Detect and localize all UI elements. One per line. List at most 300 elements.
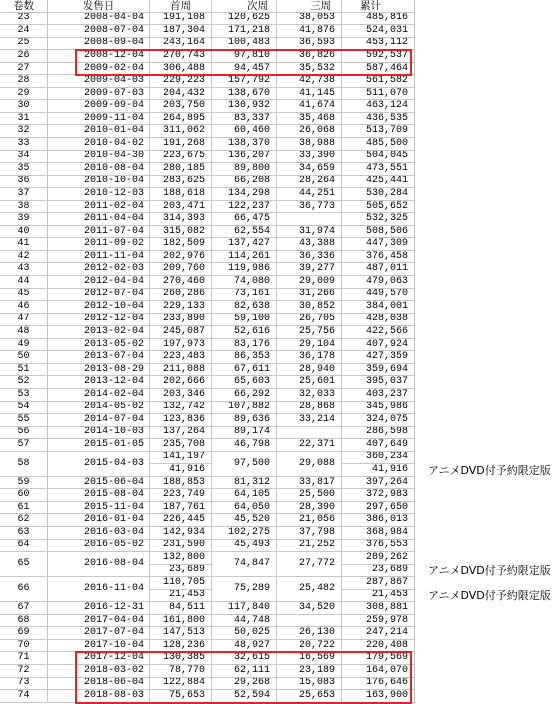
second-week-cell: 52,616 [212,326,277,339]
cumulative-cell: 403,237 [342,389,415,402]
cumulative-cell: 453,112 [342,38,415,51]
cumulative-cell: 508,506 [342,226,415,239]
second-week-cell: 60,460 [212,125,277,138]
second-week-cell: 75,289 [212,577,277,602]
volume-cell: 55 [0,414,48,427]
first-week-cell: 226,445 [150,514,212,527]
second-week-cell: 114,261 [212,251,277,264]
third-week-cell: 25,482 [277,577,342,602]
cumulative-cell: 21,453 [342,590,415,603]
second-week-cell: 59,100 [212,314,277,327]
volume-cell: 61 [0,502,48,515]
table-row [0,226,559,239]
second-week-cell: 86,353 [212,351,277,364]
first-week-cell: 128,236 [150,640,212,653]
cumulative-cell: 23,689 [342,565,415,578]
cumulative-cell: 425,441 [342,176,415,189]
cumulative-cell: 504,045 [342,151,415,164]
cumulative-cell: 463,124 [342,100,415,113]
second-week-cell: 62,554 [212,226,277,239]
second-week-cell: 89,174 [212,427,277,440]
first-week-cell: 203,750 [150,100,212,113]
second-week-cell: 134,298 [212,188,277,201]
volume-cell: 39 [0,213,48,226]
first-week-cell: 243,164 [150,38,212,51]
table-row [0,364,559,377]
second-week-cell: 45,493 [212,540,277,553]
second-week-cell: 64,105 [212,489,277,502]
cumulative-cell: 422,566 [342,326,415,339]
volume-cell: 44 [0,276,48,289]
cumulative-cell: 397,264 [342,477,415,490]
third-week-cell: 16,569 [277,652,342,665]
release-date-cell: 2016-11-04 [48,577,150,602]
release-date-cell: 2014-02-04 [48,389,150,402]
second-week-cell: 120,625 [212,13,277,26]
first-week-cell: 311,062 [150,125,212,138]
release-date-cell: 2009-09-04 [48,100,150,113]
release-date-cell: 2011-09-02 [48,238,150,251]
second-week-cell: 137,427 [212,238,277,251]
release-date-cell: 2012-12-04 [48,314,150,327]
third-week-cell: 26,705 [277,314,342,327]
release-date-cell: 2009-04-03 [48,75,150,88]
second-week-cell: 73,161 [212,289,277,302]
third-week-cell: 15,083 [277,678,342,691]
release-date-cell: 2012-07-04 [48,289,150,302]
volume-cell: 60 [0,489,48,502]
first-week-cell: 161,800 [150,615,212,628]
third-week-cell: 22,371 [277,439,342,452]
third-week-cell: 31,974 [277,226,342,239]
table-row [0,88,559,101]
second-week-cell: 29,268 [212,678,277,691]
second-week-cell: 74,847 [212,552,277,577]
volume-cell: 36 [0,176,48,189]
third-week-cell: 25,500 [277,489,342,502]
volume-cell: 50 [0,351,48,364]
table-row [0,602,559,615]
second-week-cell: 81,312 [212,477,277,490]
release-date-cell: 2010-10-04 [48,176,150,189]
release-date-cell: 2011-02-04 [48,201,150,214]
table-row [0,427,559,440]
volume-cell: 33 [0,138,48,151]
third-week-cell: 41,145 [277,88,342,101]
table-row [0,151,559,164]
second-week-cell: 100,483 [212,38,277,51]
second-week-cell: 107,882 [212,402,277,415]
volume-cell: 69 [0,627,48,640]
first-week-cell: 203,346 [150,389,212,402]
table-row [0,113,559,126]
table-row [0,213,559,226]
release-date-cell: 2017-10-04 [48,640,150,653]
cumulative-cell: 395,037 [342,376,415,389]
cumulative-cell: 376,553 [342,540,415,553]
release-date-cell: 2018-03-02 [48,665,150,678]
volume-cell: 26 [0,50,48,63]
second-week-cell: 136,207 [212,151,277,164]
cumulative-cell: 359,694 [342,364,415,377]
cumulative-cell: 360,234 [342,452,415,465]
table-row [0,163,559,176]
first-week-cell: 132,742 [150,402,212,415]
volume-cell: 74 [0,690,48,703]
third-week-cell: 28,940 [277,364,342,377]
first-week-cell: 75,653 [150,690,212,703]
volume-cell: 29 [0,88,48,101]
volume-cell: 30 [0,100,48,113]
first-week-cell: 197,973 [150,339,212,352]
first-week-cell: 229,133 [150,301,212,314]
first-week-cell: 260,286 [150,289,212,302]
release-date-cell: 2010-12-03 [48,188,150,201]
third-week-cell: 39,277 [277,263,342,276]
second-week-cell: 62,111 [212,665,277,678]
first-week-cell: 211,088 [150,364,212,377]
first-week-cell: 21,453 [150,590,212,603]
second-week-cell: 32,615 [212,652,277,665]
first-week-cell: 270,460 [150,276,212,289]
second-week-cell: 46,798 [212,439,277,452]
second-week-cell: 171,218 [212,25,277,38]
table-row [0,514,559,527]
table-row [0,627,559,640]
table-row [0,402,559,415]
release-date-cell: 2015-08-04 [48,489,150,502]
first-week-cell: 122,884 [150,678,212,691]
cumulative-cell: 286,598 [342,427,415,440]
cumulative-cell: 372,983 [342,489,415,502]
table-row [0,527,559,540]
first-week-cell: 314,393 [150,213,212,226]
cumulative-cell: 587,464 [342,63,415,76]
first-week-cell: 223,483 [150,351,212,364]
second-week-cell: 82,638 [212,301,277,314]
table-row [0,201,559,214]
table-row [0,63,559,76]
third-week-cell: 27,772 [277,552,342,577]
third-week-cell: 20,722 [277,640,342,653]
release-date-cell: 2010-04-02 [48,138,150,151]
volume-cell: 53 [0,389,48,402]
second-week-cell: 48,927 [212,640,277,653]
table-row [0,75,559,88]
cumulative-cell: 376,458 [342,251,415,264]
volume-cell: 32 [0,125,48,138]
first-week-cell: 142,934 [150,527,212,540]
table-row [0,652,559,665]
volume-cell: 68 [0,615,48,628]
volume-cell: 31 [0,113,48,126]
volume-cell: 56 [0,427,48,440]
release-date-cell: 2010-04-30 [48,151,150,164]
volume-cell: 24 [0,25,48,38]
edition-note: アニメDVD付予約限定版 [428,564,551,578]
release-date-cell: 2016-08-04 [48,552,150,577]
third-week-cell: 29,009 [277,276,342,289]
edition-note: アニメDVD付予約限定版 [428,464,551,477]
volume-cell: 59 [0,477,48,490]
release-date-cell: 2016-03-04 [48,527,150,540]
table-row [0,376,559,389]
cumulative-cell: 407,649 [342,439,415,452]
release-date-cell: 2013-08-29 [48,364,150,377]
cumulative-cell: 220,408 [342,640,415,653]
table-row [0,552,559,577]
third-week-cell: 29,088 [277,452,342,477]
first-week-cell: 270,743 [150,50,212,63]
third-week-cell: 37,798 [277,527,342,540]
second-week-cell: 65,603 [212,376,277,389]
second-week-cell: 52,594 [212,690,277,703]
column-header-first-week: 首周 [150,0,212,13]
table-row [0,351,559,364]
third-week-cell [277,427,342,440]
third-week-cell: 21,056 [277,514,342,527]
release-date-cell: 2012-02-03 [48,263,150,276]
first-week-cell: 306,488 [150,63,212,76]
third-week-cell: 34,520 [277,602,342,615]
second-week-cell: 138,670 [212,88,277,101]
second-week-cell: 94,457 [212,63,277,76]
table-row [0,50,559,63]
volume-cell: 23 [0,13,48,26]
first-week-cell: 132,800 [150,552,212,565]
cumulative-cell: 511,070 [342,88,415,101]
first-week-cell: 187,761 [150,502,212,515]
third-week-cell: 28,390 [277,502,342,515]
cumulative-cell: 524,031 [342,25,415,38]
third-week-cell: 35,532 [277,63,342,76]
release-date-cell: 2008-12-04 [48,50,150,63]
table-row [0,176,559,189]
cumulative-cell: 259,978 [342,615,415,628]
cumulative-cell: 179,569 [342,652,415,665]
release-date-cell: 2013-02-04 [48,326,150,339]
table-row [0,326,559,339]
third-week-cell: 26,068 [277,125,342,138]
cumulative-cell: 447,309 [342,238,415,251]
volume-cell: 64 [0,540,48,553]
cumulative-cell: 176,646 [342,678,415,691]
third-week-cell: 36,336 [277,251,342,264]
table-row [0,276,559,289]
table-row [0,238,559,251]
edition-note: アニメDVD付予約限定版 [428,589,551,603]
third-week-cell: 23,189 [277,665,342,678]
release-date-cell: 2013-12-04 [48,376,150,389]
release-date-cell: 2017-07-04 [48,627,150,640]
table-row [0,13,559,26]
volume-cell: 70 [0,640,48,653]
cumulative-cell: 479,063 [342,276,415,289]
volume-cell: 45 [0,289,48,302]
second-week-cell: 83,337 [212,113,277,126]
first-week-cell: 223,749 [150,489,212,502]
table-row [0,640,559,653]
table-row [0,477,559,490]
table-row [0,577,559,602]
third-week-cell: 36,826 [277,50,342,63]
first-week-cell: 280,185 [150,163,212,176]
third-week-cell: 36,178 [277,351,342,364]
release-date-cell: 2009-02-04 [48,63,150,76]
third-week-cell: 29,104 [277,339,342,352]
third-week-cell: 26,130 [277,627,342,640]
first-week-cell: 191,108 [150,13,212,26]
first-week-cell: 245,087 [150,326,212,339]
second-week-cell: 66,475 [212,213,277,226]
volume-cell: 28 [0,75,48,88]
cumulative-cell: 289,262 [342,552,415,565]
first-week-cell: 235,708 [150,439,212,452]
cumulative-cell: 561,582 [342,75,415,88]
volume-cell: 41 [0,238,48,251]
volume-cell: 67 [0,602,48,615]
release-date-cell: 2011-11-04 [48,251,150,264]
volume-cell: 51 [0,364,48,377]
release-date-cell: 2017-12-04 [48,652,150,665]
release-date-cell: 2008-04-04 [48,13,150,26]
table-row [0,339,559,352]
release-date-cell: 2008-09-04 [48,38,150,51]
cumulative-cell: 247,214 [342,627,415,640]
cumulative-cell: 287,867 [342,577,415,590]
cumulative-cell: 384,001 [342,301,415,314]
cumulative-cell: 164,070 [342,665,415,678]
column-header-third-week: 三周 [277,0,342,13]
first-week-cell: 283,625 [150,176,212,189]
table-row [0,665,559,678]
second-week-cell: 97,810 [212,50,277,63]
release-date-cell: 2012-04-04 [48,276,150,289]
second-week-cell: 83,176 [212,339,277,352]
table-row [0,489,559,502]
table-row [0,301,559,314]
third-week-cell: 41,674 [277,100,342,113]
first-week-cell: 229,223 [150,75,212,88]
second-week-cell: 45,520 [212,514,277,527]
third-week-cell: 38,988 [277,138,342,151]
cumulative-cell: 345,986 [342,402,415,415]
second-week-cell: 64,050 [212,502,277,515]
table-row [0,138,559,151]
first-week-cell: 223,675 [150,151,212,164]
cumulative-cell: 592,537 [342,50,415,63]
third-week-cell: 33,817 [277,477,342,490]
release-date-cell: 2016-05-02 [48,540,150,553]
third-week-cell: 41,876 [277,25,342,38]
first-week-cell: 130,385 [150,652,212,665]
cumulative-cell: 324,075 [342,414,415,427]
first-week-cell: 141,197 [150,452,212,465]
third-week-cell: 28,264 [277,176,342,189]
first-week-cell: 187,304 [150,25,212,38]
cumulative-cell: 386,013 [342,514,415,527]
release-date-cell: 2015-01-05 [48,439,150,452]
third-week-cell: 32,033 [277,389,342,402]
cumulative-cell: 407,924 [342,339,415,352]
release-date-cell: 2016-01-04 [48,514,150,527]
first-week-cell: 204,432 [150,88,212,101]
release-date-cell: 2017-04-04 [48,615,150,628]
first-week-cell: 78,770 [150,665,212,678]
volume-cell: 40 [0,226,48,239]
second-week-cell: 138,370 [212,138,277,151]
third-week-cell: 25,653 [277,690,342,703]
third-week-cell: 31,266 [277,289,342,302]
cumulative-cell: 485,816 [342,13,415,26]
third-week-cell: 25,756 [277,326,342,339]
cumulative-cell: 530,284 [342,188,415,201]
volume-cell: 52 [0,376,48,389]
second-week-cell: 89,636 [212,414,277,427]
cumulative-cell: 487,011 [342,263,415,276]
volume-cell: 34 [0,151,48,164]
volume-cell: 66 [0,577,48,602]
column-header-cumulative: 累计 [342,0,415,13]
volume-cell: 37 [0,188,48,201]
third-week-cell: 33,390 [277,151,342,164]
release-date-cell: 2016-12-31 [48,602,150,615]
table-row [0,502,559,515]
release-date-cell: 2013-05-02 [48,339,150,352]
third-week-cell: 34,659 [277,163,342,176]
volume-cell: 65 [0,552,48,577]
first-week-cell: 182,509 [150,238,212,251]
release-date-cell: 2015-06-04 [48,477,150,490]
volume-cell: 49 [0,339,48,352]
volume-cell: 72 [0,665,48,678]
release-date-cell: 2012-10-04 [48,301,150,314]
second-week-cell: 117,840 [212,602,277,615]
third-week-cell: 36,773 [277,201,342,214]
release-date-cell: 2014-05-02 [48,402,150,415]
second-week-cell: 97,500 [212,452,277,477]
table-row [0,690,559,703]
table-row [0,678,559,691]
release-date-cell: 2010-08-04 [48,163,150,176]
first-week-cell: 209,760 [150,263,212,276]
third-week-cell: 36,593 [277,38,342,51]
header-row [0,0,559,13]
table-row [0,263,559,276]
second-week-cell: 50,025 [212,627,277,640]
first-week-cell: 123,836 [150,414,212,427]
second-week-cell: 89,800 [212,163,277,176]
release-date-cell: 2014-10-03 [48,427,150,440]
third-week-cell: 42,738 [277,75,342,88]
cumulative-cell: 163,900 [342,690,415,703]
first-week-cell: 231,590 [150,540,212,553]
cumulative-cell: 297,650 [342,502,415,515]
first-week-cell: 188,618 [150,188,212,201]
third-week-cell: 33,214 [277,414,342,427]
volume-cell: 73 [0,678,48,691]
cumulative-cell: 449,570 [342,289,415,302]
third-week-cell: 44,251 [277,188,342,201]
first-week-cell: 315,082 [150,226,212,239]
first-week-cell: 202,976 [150,251,212,264]
table-body [0,13,559,703]
volume-cell: 57 [0,439,48,452]
second-week-cell: 74,080 [212,276,277,289]
third-week-cell: 43,388 [277,238,342,251]
table-row [0,414,559,427]
first-week-cell: 23,689 [150,565,212,578]
